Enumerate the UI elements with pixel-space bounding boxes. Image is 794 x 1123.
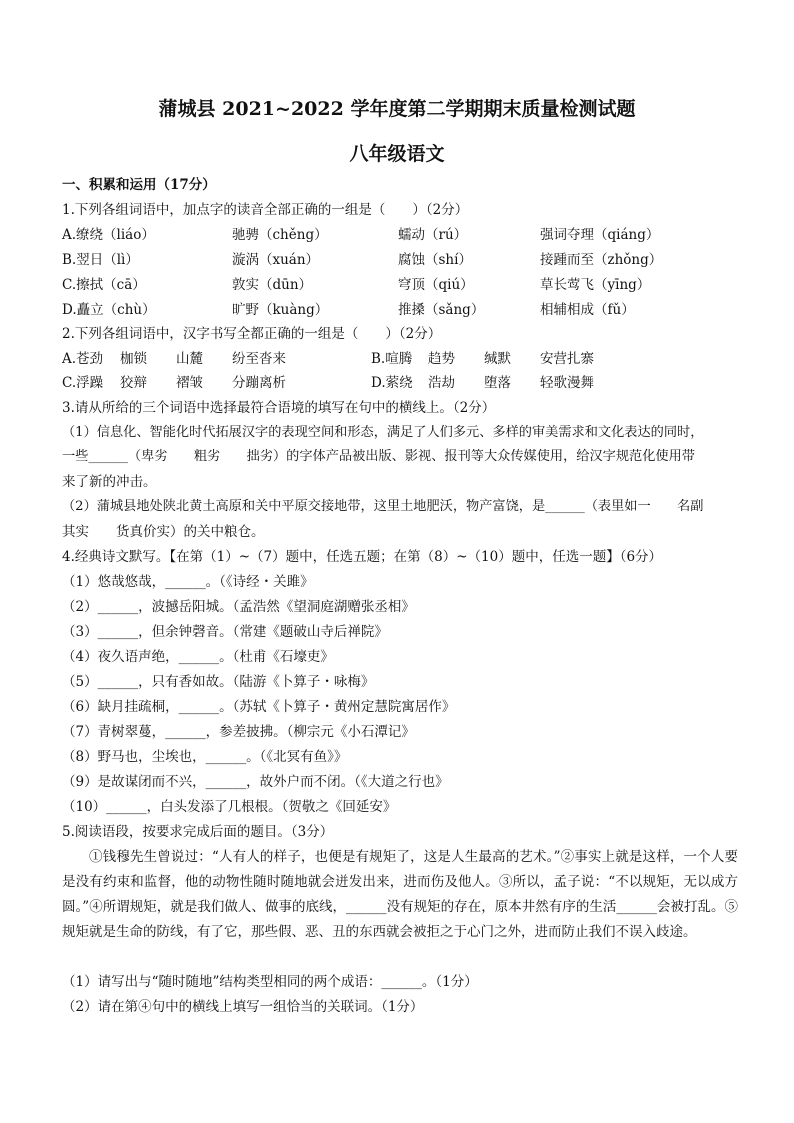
q3-part2-line2: 其实 货真价实）的关中粮仓。: [62, 524, 265, 540]
q3-part1-line2: 一些______（卑劣 粗劣 拙劣）的字体产品被出版、影视、报刊等大众传媒使用，给汉字规范化使用带: [62, 449, 695, 464]
q1-option-d-word4: 相辅相成（fǔ）: [540, 302, 635, 318]
question-1-stem: 1.下列各组词语中，加点字的读音全部正确的一组是（ ）（2分）: [62, 202, 469, 218]
q3-part2-line1: （2）蒲城县地处陕北黄土高原和关中平原交接地带，这里土地肥沃，物产富饶，是______（表里如一 名副: [62, 499, 704, 514]
q1-option-b-word2: 漩涡（xuán）: [232, 252, 320, 268]
question-2-stem: 2.下列各组词语中，汉字书写全都正确的一组是（ ）（2分）: [62, 326, 442, 342]
q4-item-4: （4）夜久语声绝，______。（杜甫《石壕吏》: [62, 649, 334, 665]
exam-subtitle: 八年级语文: [349, 143, 445, 165]
q3-part1-line1: （1）信息化、智能化时代拓展汉字的表现空间和形态，满足了人们多元、多样的审美需求和文化表达的同时，: [62, 425, 704, 440]
q2-option-d-word3: 堕落: [484, 375, 511, 391]
q1-option-d-word3: 推搡（sǎng）: [398, 302, 485, 318]
q1-option-a-word3: 蠕动（rú）: [398, 227, 468, 243]
q4-item-9: （9）是故谋闭而不兴，______，故外户而不闭。（《大道之行也》: [62, 774, 449, 790]
exam-title: 蒲城县 2021~2022 学年度第二学期期末质量检测试题: [158, 98, 636, 120]
q5-subquestion-2: （2）请在第④句中的横线上填写一组恰当的关联词。（1分）: [62, 999, 424, 1015]
q4-item-1: （1）悠哉悠哉，______。（《诗经・关雎》: [62, 574, 314, 590]
q2-option-c-word4: 分蹦离析: [232, 375, 286, 391]
q4-item-5: （5）______，只有香如故。（陆游《卜算子・咏梅》: [62, 674, 375, 690]
q2-option-b-word4: 安营扎寨: [540, 351, 594, 367]
q1-option-c-word2: 敦实（dūn）: [232, 277, 313, 293]
q2-option-d-word4: 轻歌漫舞: [540, 375, 594, 391]
q4-item-3: （3）______，但余钟磬音。（常建《题破山寺后禅院》: [62, 624, 388, 640]
q2-option-b-word1: B.喧腾: [371, 351, 413, 367]
q3-part1-line3: 来了新的冲击。: [62, 474, 157, 490]
q2-option-c-word2: 狡辩: [120, 375, 147, 391]
q1-option-a-word4: 强词夺理（qiáng）: [540, 227, 660, 243]
q2-option-b-word2: 趋势: [428, 351, 455, 367]
q5-subquestion-1: （1）请写出与“随时随地”结构类型相同的两个成语：______。（1分）: [62, 974, 478, 990]
q2-option-d-word2: 浩劫: [428, 375, 455, 391]
q2-option-c-word1: C.浮躁: [62, 375, 104, 391]
q4-item-2: （2）______，波撼岳阳城。（孟浩然《望洞庭湖赠张丞相》: [62, 599, 415, 615]
question-4-stem: 4.经典诗文默写。【在第（1）~（7）题中，任选五题；在第（8）~（10）题中，任选一题】（6分）: [62, 549, 663, 565]
q1-option-a-word2: 驰骋（chěng）: [232, 227, 328, 243]
section-heading: 一、积累和运用（17分）: [62, 177, 216, 193]
q1-option-b-word4: 接踵而至（zhǒng）: [540, 252, 663, 268]
q2-option-b-word3: 缄默: [484, 351, 511, 367]
q5-passage: ①钱穆先生曾说过：“人有人的样子，也便是有规矩了，这是人生最高的艺术。”②事实上就是这样，一个人要是没有约束和监督，他的动物性随时随地就会迸发出来，进而伤及他人。③所以，孟子说：“不以规矩，无以成方圆。”④所谓规矩，就是我们做人、做事的底线，______没有规矩的存在，原本井然有序的生活______会被打乱。⑤规矩就是生命的防线，有了它，那些假、恶、丑的东西就会被拒之于心门之外，进而防止我们不误入歧途。: [62, 849, 738, 940]
q2-option-a-word3: 山麓: [176, 351, 203, 367]
q4-item-10: （10）______，白头发添了几根根。（贺敬之《回延安》: [62, 799, 397, 815]
q1-option-d-word2: 旷野（kuàng）: [232, 302, 329, 318]
q4-item-7: （7）青树翠蔓，______，参差披拂。（柳宗元《小石潭记》: [62, 724, 415, 740]
q4-item-8: （8）野马也，尘埃也，______。（《北冥有鱼》》: [62, 749, 348, 765]
question-3-stem: 3.请从所给的三个词语中选择最符合语境的填写在句中的横线上。（2分）: [62, 400, 496, 416]
q2-option-a-word2: 枷锁: [120, 351, 147, 367]
q1-option-b-word1: B.翌日（lì）: [62, 252, 139, 268]
q2-option-a-word4: 纷至沓来: [232, 351, 286, 367]
q1-option-c-word1: C.擦拭（cā）: [62, 277, 146, 293]
q1-option-c-word3: 穹顶（qiú）: [398, 277, 474, 293]
q1-option-b-word3: 腐蚀（shí）: [398, 252, 472, 268]
q1-option-c-word4: 草长莺飞（yīng）: [540, 277, 651, 293]
q1-option-d-word1: D.矗立（chù）: [62, 302, 156, 318]
q1-option-a-word1: A.缭绕（liáo）: [62, 227, 155, 243]
q2-option-c-word3: 褶皱: [176, 375, 203, 391]
q2-option-a-word1: A.苍劲: [62, 351, 104, 367]
q4-item-6: （6）缺月挂疏桐，______。（苏轼《卜算子・黄州定慧院寓居作》: [62, 699, 456, 715]
question-5-stem: 5.阅读语段，按要求完成后面的题目。（3分）: [62, 824, 334, 840]
q2-option-d-word1: D.萦绕: [371, 375, 413, 391]
